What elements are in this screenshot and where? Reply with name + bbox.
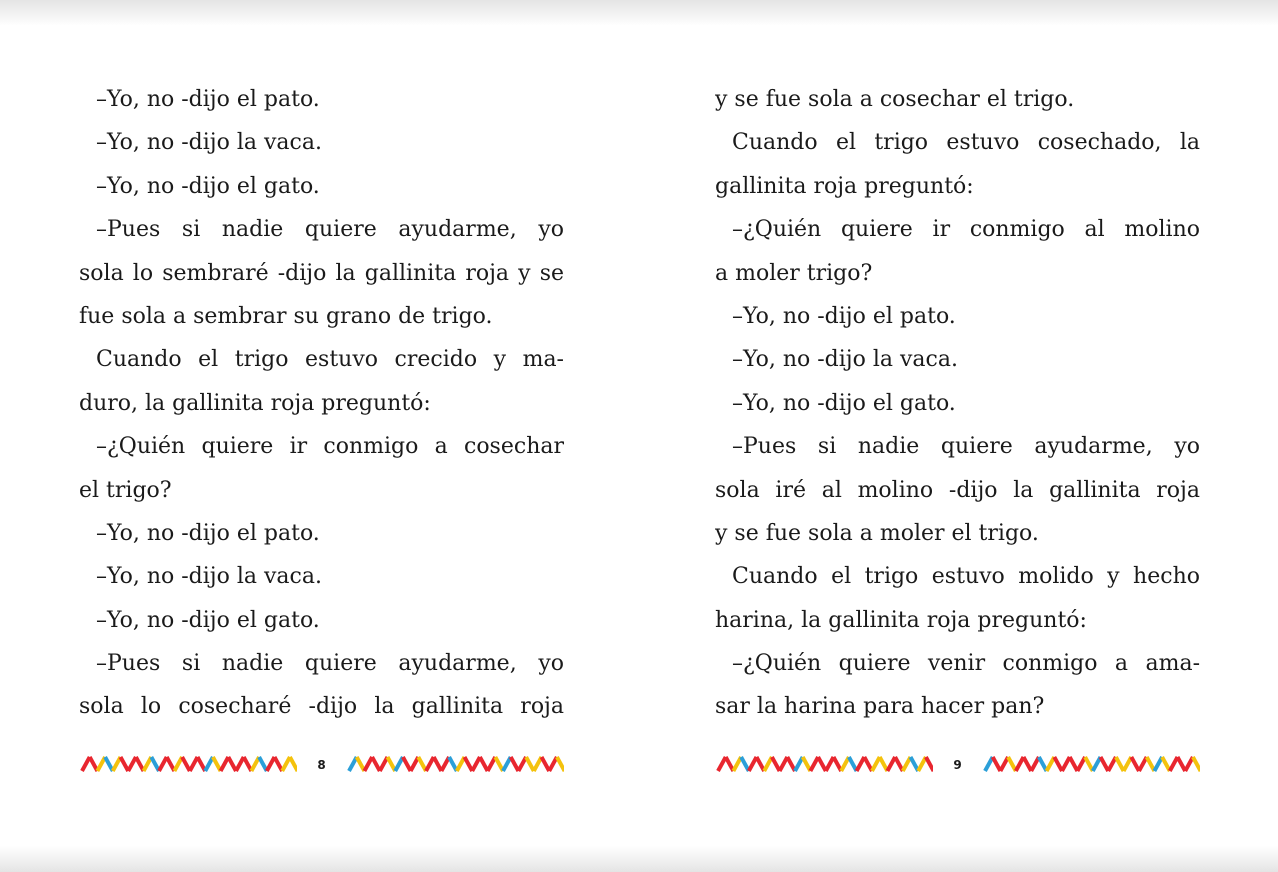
zigzag-segment [1085,757,1093,771]
zigzag-segment [803,757,811,771]
zigzag-segment [426,757,434,771]
text-line: fue sola a sembrar su grano de trigo. [79,303,493,329]
zigzag-segment [159,757,167,771]
zigzag-segment [290,757,297,771]
zigzag-segment [380,757,388,771]
zigzag-segment [780,757,788,771]
zigzag-segment [911,757,919,771]
text-line: y se fue sola a cosechar el trigo. [715,87,1075,112]
text-line: –Yo, no -dijo el pato. [96,520,320,546]
text-line: –Pues si nadie quiere ayudarme, yo [96,217,564,243]
zigzag-segment [503,757,511,771]
zigzag-segment [1031,757,1039,771]
zigzag-segment [357,757,365,771]
top-shadow [0,0,1278,26]
zigzag-segment [764,757,772,771]
text-line: sola iré al molino -dijo la gallinita roja [715,477,1200,503]
zigzag-segment [372,757,380,771]
text-line: –Yo, no -dijo el gato. [96,607,320,633]
zigzag-ornament [982,752,1200,776]
text-line: Cuando el trigo estuvo crecido y ma- [96,347,564,373]
text-line: –Yo, no -dijo el pato. [732,303,956,329]
zigzag-segment [741,757,749,771]
zigzag-segment [259,757,267,771]
zigzag-segment [1185,757,1193,771]
zigzag-segment [542,757,550,771]
zigzag-segment [275,757,283,771]
zigzag-segment [228,757,236,771]
page-left-text [79,78,564,729]
zigzag-segment [887,757,895,771]
zigzag-segment [534,757,542,771]
text-line: gallinita roja preguntó: [715,173,974,199]
zigzag-segment [144,757,152,771]
zigzag-segment [1093,757,1101,771]
page-left-footer [79,750,564,778]
text-line: sar la harina para hacer pan? [715,694,1045,720]
zigzag-segment [849,757,857,771]
zigzag-segment [818,757,826,771]
text-line: –Pues si nadie quiere ayudarme, yo [732,434,1200,460]
zigzag-segment [1178,757,1186,771]
zigzag-segment [205,757,213,771]
zigzag-segment [267,757,275,771]
text-line: –Pues si nadie quiere ayudarme, yo [96,651,564,677]
zigzag-segment [810,757,818,771]
zigzag-segment [872,757,880,771]
zigzag-segment [1054,757,1062,771]
text-line: el trigo? [79,477,172,503]
text-line: sola lo sembraré -dijo la gallinita roja y se [79,260,564,286]
zigzag-segment [718,757,726,771]
text-line: y se fue sola a moler el trigo. [715,520,1039,546]
zigzag-segment [411,757,419,771]
zigzag-segment [105,757,113,771]
zigzag-segment [1108,757,1116,771]
zigzag-segment [221,757,229,771]
zigzag-segment [364,757,372,771]
zigzag-segment [857,757,865,771]
text-line: Cuando el trigo estuvo molido y hecho [732,564,1200,590]
zigzag-segment [472,757,480,771]
zigzag-segment [457,757,465,771]
text-line: –Yo, no -dijo la vaca. [732,347,958,373]
zigzag-segment [434,757,442,771]
page-right [715,78,1200,729]
page-right-text [715,78,1200,729]
zigzag-segment [441,757,449,771]
zigzag-segment [1139,757,1147,771]
text-line: –Yo, no -dijo la vaca. [96,564,322,590]
text-line: duro, la gallinita roja preguntó: [79,390,431,416]
zigzag-segment [841,757,849,771]
zigzag-segment [903,757,911,771]
zigzag-segment [488,757,496,771]
zigzag-segment [864,757,872,771]
zigzag-segment [557,757,564,771]
zigzag-segment [511,757,519,771]
zigzag-segment [834,757,842,771]
zigzag-segment [1116,757,1124,771]
zigzag-segment [90,757,98,771]
zigzag-segment [926,757,933,771]
zigzag-segment [1047,757,1055,771]
text-line: harina, la gallinita roja preguntó: [715,607,1087,633]
zigzag-segment [1170,757,1178,771]
zigzag-segment [526,757,534,771]
text-line: –Yo, no -dijo el gato. [96,173,320,199]
zigzag-segment [787,757,795,771]
zigzag-segment [151,757,159,771]
zigzag-segment [1024,757,1032,771]
zigzag-segment [726,757,734,771]
zigzag-segment [1008,757,1016,771]
zigzag-segment [1162,757,1170,771]
zigzag-segment [418,757,426,771]
text-line: –¿Quién quiere ir conmigo a cosechar [96,434,564,460]
text-line: –¿Quién quiere venir conmigo a ama- [732,651,1200,677]
zigzag-ornament [715,752,933,776]
zigzag-segment [733,757,741,771]
zigzag-segment [174,757,182,771]
zigzag-segment [121,757,129,771]
zigzag-segment [1016,757,1024,771]
text-line: –Yo, no -dijo el gato. [732,390,956,416]
zigzag-segment [198,757,206,771]
zigzag-segment [1193,757,1200,771]
text-line: sola lo cosecharé -dijo la gallinita roja [79,694,564,720]
zigzag-segment [1077,757,1085,771]
bottom-shadow [0,846,1278,872]
zigzag-ornament [79,752,297,776]
zigzag-segment [880,757,888,771]
zigzag-segment [167,757,175,771]
zigzag-segment [1131,757,1139,771]
zigzag-segment [395,757,403,771]
zigzag-segment [1000,757,1008,771]
zigzag-segment [1070,757,1078,771]
zigzag-segment [518,757,526,771]
page-left [79,78,564,729]
page-number: 8 [317,758,326,772]
zigzag-segment [388,757,396,771]
zigzag-segment [465,757,473,771]
zigzag-segment [549,757,557,771]
zigzag-segment [97,757,105,771]
zigzag-segment [213,757,221,771]
zigzag-segment [182,757,190,771]
zigzag-segment [244,757,252,771]
zigzag-segment [985,757,993,771]
zigzag-segment [1147,757,1155,771]
page-right-footer [715,750,1200,778]
zigzag-segment [480,757,488,771]
zigzag-segment [993,757,1001,771]
zigzag-segment [772,757,780,771]
zigzag-segment [826,757,834,771]
zigzag-segment [757,757,765,771]
zigzag-segment [1154,757,1162,771]
zigzag-segment [403,757,411,771]
zigzag-segment [113,757,121,771]
zigzag-segment [495,757,503,771]
zigzag-segment [236,757,244,771]
text-line: a moler trigo? [715,260,873,286]
text-line: –Yo, no -dijo la vaca. [96,130,322,156]
zigzag-segment [795,757,803,771]
text-line: Cuando el trigo estuvo cosechado, la [732,130,1200,156]
text-line: –¿Quién quiere ir conmigo al molino [732,217,1200,243]
zigzag-segment [190,757,198,771]
zigzag-segment [1039,757,1047,771]
zigzag-segment [918,757,926,771]
zigzag-segment [1062,757,1070,771]
zigzag-segment [82,757,90,771]
zigzag-segment [251,757,259,771]
zigzag-segment [1101,757,1109,771]
zigzag-segment [128,757,136,771]
page-number: 9 [953,758,962,772]
zigzag-segment [1124,757,1132,771]
zigzag-segment [136,757,144,771]
zigzag-segment [449,757,457,771]
zigzag-segment [282,757,290,771]
text-line: –Yo, no -dijo el pato. [96,87,320,112]
zigzag-segment [749,757,757,771]
zigzag-segment [895,757,903,771]
zigzag-ornament [346,752,564,776]
zigzag-segment [349,757,357,771]
